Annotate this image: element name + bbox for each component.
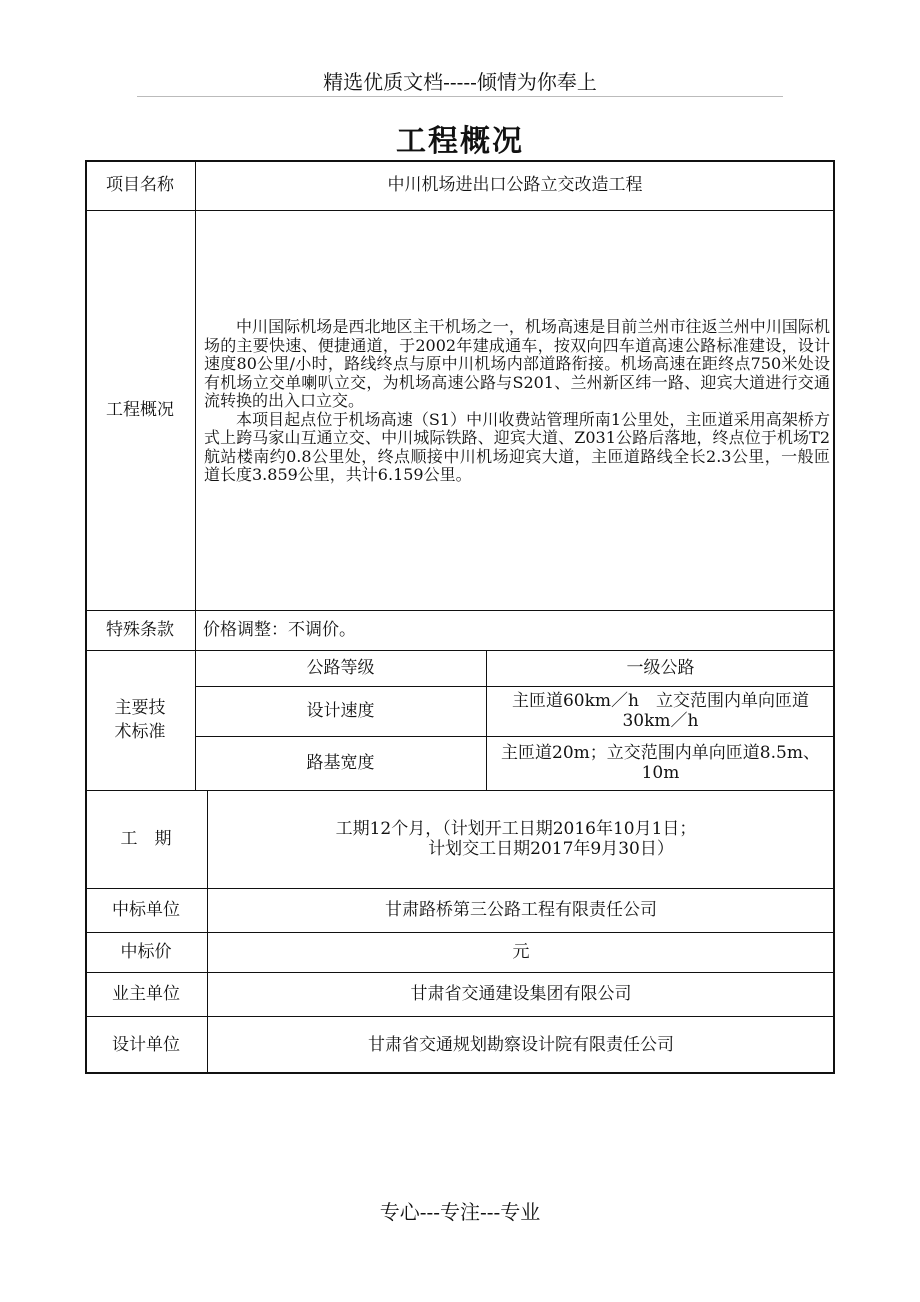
winning-bidder-value: 甘肃路桥第三公路工程有限责任公司 [385,900,657,920]
subgrade-width-value-line: 主匝道20m；立交范围内单向匝道8.5m、 [501,743,820,763]
design-speed-label: 设计速度 [306,701,375,721]
tech-standards-label-line: 术标准 [114,722,166,742]
project-name-value: 中川机场进出口公路立交改造工程 [387,175,643,195]
duration-value-line: 计划交工日期2017年9月30日） [428,839,674,859]
special-terms-label: 特殊条款 [106,620,174,640]
duration-value-line: 工期12个月，（计划开工日期2016年10月1日； [335,819,697,839]
designer-label: 设计单位 [112,1035,180,1055]
overview-paragraph: 中川国际机场是西北地区主干机场之一，机场高速是目前兰州市往返兰州中川国际机场的主要快速、便捷通道，于2002年建成通车，按双向四车道高速公路标准建设，设计速度80公里/小时，路线终点与原中川机场内部道路衔接。机场高速在距终点750米处设有机场立交单喇叭立交，为机场高速公路与S201、兰州新区纬一路、迎宾大道进行交通流转换的出入口立交。 [204,317,830,410]
road-grade-value: 一级公路 [626,658,695,678]
project-name-label: 项目名称 [106,175,174,195]
page-title: 工程概况 [396,124,524,159]
subgrade-width-label: 路基宽度 [306,753,375,773]
overview-label: 工程概况 [106,400,174,420]
duration-value [207,790,835,888]
tech-standards-label [85,650,195,790]
designer-value: 甘肃省交通规划勘察设计院有限责任公司 [368,1035,674,1055]
winning-price-value: 元 [512,942,530,962]
row-divider [85,210,835,211]
design-speed-value [486,686,835,736]
winning-bidder-label: 中标单位 [112,900,180,920]
tech-standards-label-line: 主要技 [114,698,166,718]
design-speed-value-line: 30km／h [622,711,699,731]
page-footer: 专心---专注---专业 [379,1200,541,1224]
road-grade-label: 公路等级 [306,658,375,678]
special-terms-value: 价格调整：不调价。 [203,620,356,640]
subgrade-width-value [486,736,835,790]
page-header: 精选优质文档-----倾情为你奉上 [323,70,597,94]
overview-text [204,318,830,485]
owner-value: 甘肃省交通建设集团有限公司 [410,984,632,1004]
subgrade-width-value-line: 10m [641,763,680,783]
overview-paragraph: 本项目起点位于机场高速（S1）中川收费站管理所南1公里处，主匝道采用高架桥方式上跨马家山互通立交、中川城际铁路、迎宾大道、Z031公路后落地，终点位于机场T2航站楼南约0.8公里处，终点顺接中川机场迎宾大道，主匝道路线全长2.3公里，一般匝道长度3.859公里，共计6.159公里。 [204,409,830,484]
winning-price-label: 中标价 [120,942,172,962]
design-speed-value-line: 主匝道60km／h 立交范围内单向匝道 [511,691,809,711]
header-divider [137,96,783,97]
duration-label: 工 期 [120,829,172,849]
owner-label: 业主单位 [112,984,180,1004]
